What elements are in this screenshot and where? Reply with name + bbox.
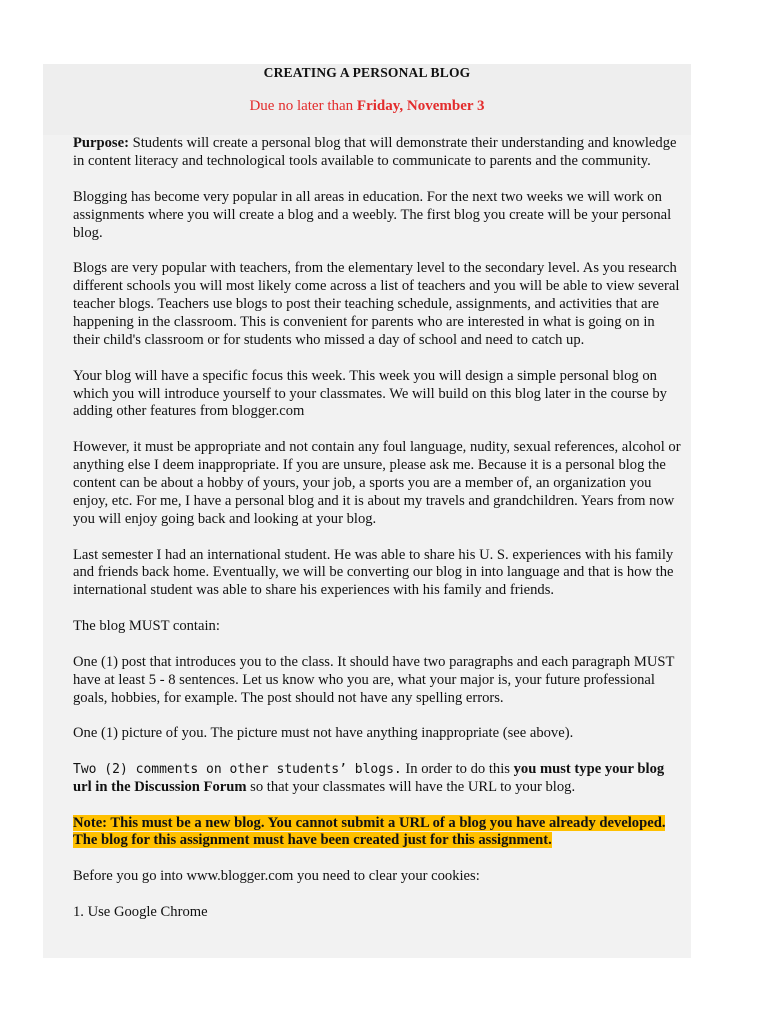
comments-end: so that your classmates will have the URL to your blog. [246,778,576,795]
due-date: Friday, November 3 [356,98,485,114]
paragraph-must-contain: The blog MUST contain: [73,618,220,635]
paragraph-blogging: Blogging has become very popular in all areas in education. For the next two weeks we will work on assignments where you will create a blog and a weebly. The first blog you create will be your personal blog. [73,188,672,241]
paragraph-international: Last semester I had an international student. He was able to share his U. S. experiences with his family and friends back home. Eventually, we will be converting our blog in into language and that is how the international student was able to share his experiences with his family and friends. [73,546,674,599]
paragraph-cookies: Before you go into www.blogger.com you need to clear your cookies: [73,868,480,885]
note-highlight: Note: This must be a new blog. You cannot submit a URL of a blog you have already developed. The blog for this assignment must have been created just for this assignment. [73,814,666,849]
due-prefix: Due no later than [249,98,357,114]
comments-bold: you must type your blog url in the Discussion Forum [73,760,665,795]
step-1: 1. Use Google Chrome [73,903,208,920]
requirement-comments [73,761,685,797]
requirement-post: One (1) post that introduces you to the class. It should have two paragraphs and each paragraph MUST have at least 5 - 8 sentences. Let us know who you are, what your major is, your future professional goals, hobbies, for example. The post should not have any spelling errors. [73,653,675,706]
paragraph-focus: Your blog will have a specific focus this week. This week you will design a simple personal blog on which you will introduce yourself to your classmates. We will build on this blog later in the course by adding other features from blogger.com [73,367,667,420]
document-title: CREATING A PERSONAL BLOG [263,65,471,80]
due-date-line [43,98,691,115]
purpose-label: Purpose: [73,135,129,151]
document-body [73,135,685,940]
paragraph-teacher-blogs: Blogs are very popular with teachers, from the elementary level to the secondary level. As you research different schools you will most likely come across a list of teachers and you will be able to view several teacher blogs. Teachers use blogs to post their teaching schedule, assignments, and activities that are happening in the classroom. This is convenient for parents who are interested in what is going on in their child's classroom or for students who missed a day of school and need to catch up. [73,260,680,348]
requirement-picture: One (1) picture of you. The picture must not have anything inappropriate (see above). [73,725,574,742]
comments-lead: Two (2) comments on other students’ blogs. [73,761,402,777]
comments-mid: In order to do this [401,760,514,777]
note-paragraph [73,815,685,851]
purpose-text: Students will create a personal blog that will demonstrate their understanding and knowledge in content literacy and technological tools available to communicate to parents and the community. [73,135,677,169]
paragraph-appropriate: However, it must be appropriate and not contain any foul language, nudity, sexual references, alcohol or anything else I deem inappropriate. If you are unsure, please ask me. Because it is a personal blog the content can be about a hobby of yours, your job, a sports you are a member of, an organization you enjoy, etc. For me, I have a personal blog and it is about my travels and grandchildren. Years from now you will enjoy going back and looking at your blog. [73,439,681,527]
purpose-paragraph [73,135,685,171]
